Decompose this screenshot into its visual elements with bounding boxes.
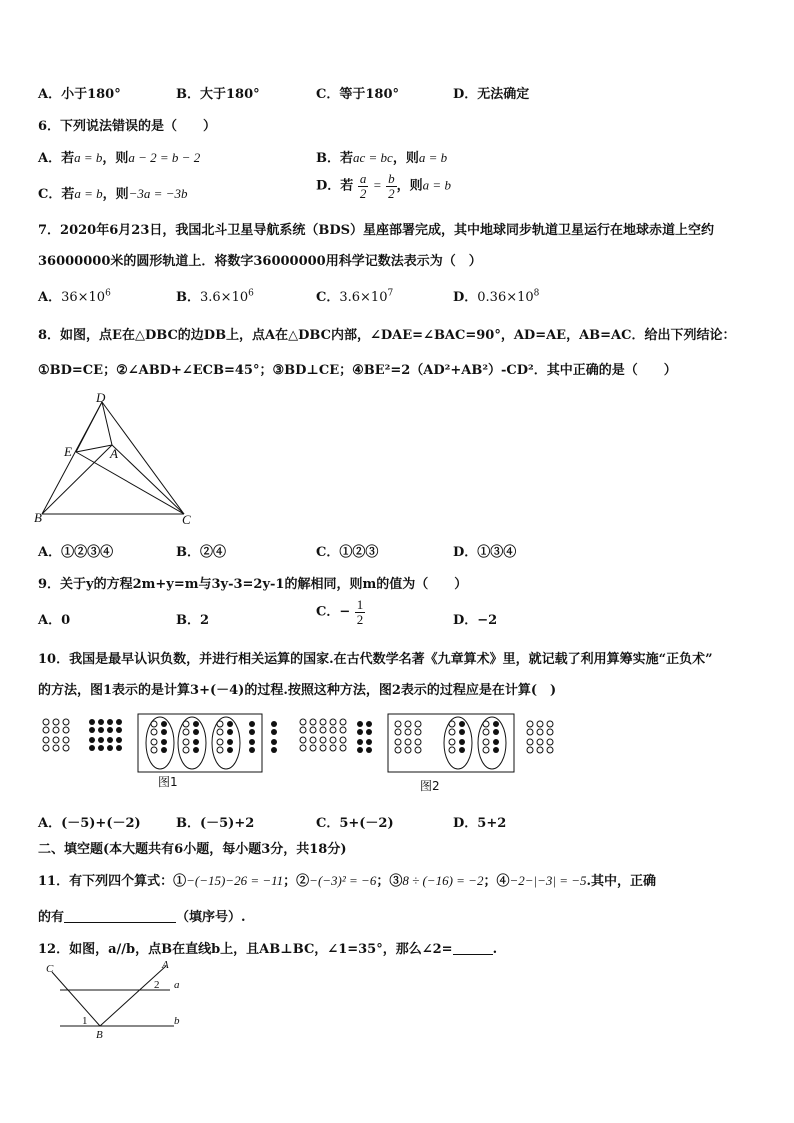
q8-line1: 8．如图，点E在△DBC的边DB上，点A在△DBC内部，∠DAE=∠BAC=90°，AD=AE，AB=AC．给出下列结论：	[38, 328, 736, 343]
q11-expr1: −(−15)−26 = −11	[186, 873, 284, 888]
fig1-caption: 图1	[158, 775, 178, 789]
q6-a-mid: ，则	[102, 151, 129, 166]
q12-segment-cb	[52, 972, 100, 1026]
q7-a-val: 36×10	[61, 290, 106, 305]
q6-d-num2: b	[388, 171, 395, 186]
q7-line1: 7．2020年6月23日，我国北斗卫星导航系统（BDS）星座部署完成，其中地球同步轨道卫星运行在地球赤道上空约	[38, 223, 715, 238]
q12-label-b-line: b	[174, 1015, 180, 1027]
q9-option-b: B．2	[176, 613, 210, 628]
q11-line2	[38, 906, 246, 925]
q11-line2-suffix: （填序号）.	[176, 910, 246, 925]
q8-option-c: C．①②③	[316, 545, 379, 560]
q11-intro: 11．有下列四个算式：①	[38, 874, 187, 889]
q11-expr3: 8 ÷ (−16) = −2	[402, 873, 484, 888]
q11-expr4: −2−|−3| = −5	[509, 873, 587, 888]
q7-b-val: 3.6×10	[200, 290, 249, 305]
q12-label-angle1: 1	[82, 1015, 88, 1027]
q11-line2-prefix: 的有	[38, 910, 65, 925]
q7-b-exp: 6	[248, 288, 254, 299]
q10-line2: 的方法，图1表示的是计算3+(－4)的过程.按照这种方法，图2表示的过程应是在计算( )	[38, 683, 557, 698]
q11-expr2: −(−3)² = −6	[309, 873, 377, 888]
fig2-negative-rods	[357, 721, 372, 753]
q8-label-e: E	[64, 444, 72, 459]
q7-option-d	[453, 286, 539, 305]
q7-c-label: C．	[316, 290, 340, 305]
q11-line1	[38, 870, 656, 889]
q7-line2: 36000000米的圆形轨道上．将数字36000000用科学记数法表示为（ ）	[38, 254, 482, 269]
fig2-result-rods	[527, 721, 553, 753]
q8-label-b: B	[34, 510, 42, 525]
q8-label-a: A	[110, 446, 118, 461]
q6-d-den1: 2	[359, 185, 367, 201]
q7-d-val: 0.36×10	[477, 290, 534, 305]
q7-d-exp: 8	[533, 288, 540, 299]
q12-label-a-point: A	[162, 959, 169, 971]
q6-d-frac1	[358, 172, 369, 200]
q6-d-math2: a = b	[422, 177, 451, 193]
q8-label-c: C	[182, 512, 191, 527]
q6-d-label: D．若	[316, 178, 354, 194]
q8-segment-ac	[112, 445, 184, 514]
q6-option-d	[316, 172, 451, 200]
q12-label-c: C	[46, 963, 54, 975]
q9-c-frac	[355, 598, 366, 626]
q11-sep1: ；②	[283, 874, 310, 889]
q10-counting-rods-figure	[40, 712, 560, 792]
q6-option-c	[38, 183, 187, 202]
q7-option-a	[38, 286, 111, 305]
fig2-paired-rods	[395, 717, 506, 769]
fig1-negative-rods	[89, 719, 122, 751]
q8-segment-ba	[42, 445, 112, 514]
q7-c-exp: 7	[387, 288, 394, 299]
q8-label-d: D	[96, 390, 106, 405]
q10-option-a: A．(－5)+(－2)	[38, 816, 141, 831]
q11-sep2: ；③	[376, 874, 403, 889]
q6-d-num1: a	[359, 171, 367, 186]
q6-d-mid: ，则	[396, 178, 423, 194]
q8-option-a: A．①②③④	[38, 545, 114, 560]
q6-b-mid: ，则	[392, 151, 419, 166]
q9-option-c	[316, 598, 365, 626]
q6-c-math2: −3a = −3b	[128, 186, 188, 201]
q6-option-a	[38, 147, 200, 166]
q6-c-mid: ，则	[102, 187, 129, 202]
q5-option-d: D．无法确定	[453, 87, 530, 102]
q5-option-b: B．大于180°	[176, 87, 260, 102]
q12-label-angle2: 2	[154, 979, 160, 991]
q6-stem: 6．下列说法错误的是（ ）	[38, 119, 217, 134]
q6-b-label: B．若	[316, 151, 353, 166]
q10-line1: 10．我国是最早认识负数，并进行相关运算的国家.在古代数学名著《九章算术》里，就记载了利用算筹实施“正负术”	[38, 652, 713, 667]
q9-stem: 9．关于y的方程2m+y=m与3y-3=2y-1的解相同，则m的值为（ ）	[38, 577, 468, 592]
q12-parallel-lines-figure	[40, 958, 200, 1040]
fig2-positive-rods	[300, 719, 346, 751]
q12-stem-text: 12．如图，a//b，点B在直线b上，且AB⊥BC，∠1=35°，那么∠2=	[38, 942, 453, 957]
q8-triangle-figure	[30, 390, 200, 530]
q11-tail: .其中，正确	[586, 874, 657, 889]
q12-label-a-line: a	[174, 979, 180, 991]
section2-heading: 二、填空题(本大题共有6小题，每小题3分，共18分)	[38, 842, 347, 857]
q10-option-c: C．5+(－2)	[316, 816, 394, 831]
q9-c-num: 1	[356, 597, 364, 612]
q8-option-d: D．①③④	[453, 545, 517, 560]
q6-a-label: A．若	[38, 151, 75, 166]
q12-segment-ba	[100, 966, 166, 1026]
q12-stem	[38, 938, 497, 957]
fig2-caption: 图2	[420, 779, 440, 792]
q7-c-val: 3.6×10	[339, 290, 388, 305]
q6-a-math: a = b	[74, 150, 103, 165]
q6-d-eq: =	[372, 177, 382, 193]
q6-d-frac2	[386, 172, 397, 200]
q7-d-label: D．	[453, 290, 478, 305]
q7-a-exp: 6	[105, 288, 111, 299]
q10-option-d: D．5+2	[453, 816, 507, 831]
q12-label-b-point: B	[96, 1029, 103, 1040]
q5-option-c: C．等于180°	[316, 87, 399, 102]
q8-option-b: B．②④	[176, 545, 226, 560]
q9-c-label: C．−	[316, 604, 351, 620]
q10-option-b: B．(－5)+2	[176, 816, 255, 831]
q11-sep3: ；④	[483, 874, 510, 889]
q6-d-den2: 2	[388, 185, 395, 201]
q9-c-den: 2	[356, 611, 364, 627]
q6-c-label: C．若	[38, 187, 75, 202]
q6-b-math: ac = bc	[353, 150, 393, 165]
q7-b-label: B．	[176, 290, 200, 305]
q5-option-a: A．小于180°	[38, 87, 121, 102]
q8-line2: ①BD=CE；②∠ABD+∠ECB=45°；③BD⊥CE；④BE²=2（AD²+AB²）-CD²．其中正确的是（ ）	[38, 363, 677, 378]
q6-a-math2: a − 2 = b − 2	[128, 150, 201, 165]
fig1-positive-rods	[43, 719, 69, 751]
q12-answer-blank[interactable]	[453, 942, 493, 955]
q8-segment-ec	[76, 452, 184, 514]
q7-option-b	[176, 286, 254, 305]
q6-option-b	[316, 147, 447, 166]
q6-b-math2: a = b	[418, 150, 448, 165]
fig1-paired-rods	[146, 717, 255, 769]
q6-c-math: a = b	[74, 186, 103, 201]
q8-segment-de	[76, 402, 102, 452]
q7-option-c	[316, 286, 393, 305]
q12-stem-end: .	[492, 942, 498, 957]
fig1-result-rods	[271, 721, 277, 753]
q7-a-label: A．	[38, 290, 62, 305]
q11-answer-blank[interactable]	[64, 910, 176, 923]
q9-option-d: D．−2	[453, 613, 498, 628]
q9-option-a: A．0	[38, 613, 71, 628]
